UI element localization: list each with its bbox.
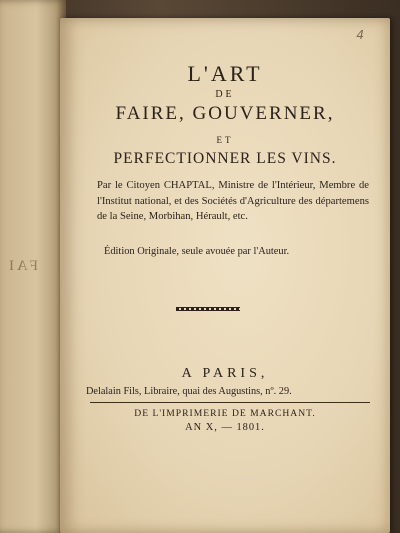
title-et: ET <box>216 135 234 145</box>
title-de: DE <box>215 89 235 100</box>
title-line-1: L'ART <box>187 61 263 86</box>
edition-note: Édition Originale, seule avouée par l'Auteur. <box>104 246 290 257</box>
title-line-3: PERFECTIONNER LES VINS. <box>113 150 337 167</box>
city: A PARIS, <box>181 366 269 381</box>
bleed-through-text: FAI <box>5 258 39 274</box>
page-number: 4 <box>356 28 364 42</box>
publisher-line: Delalain Fils, Libraire, quai des Augustins, nº. 29. <box>86 386 292 397</box>
author-block: Par le Citoyen CHAPTAL, Ministre de l'Intérieur, Membre de l'Institut national, et des Sociétés d'Agriculture des départemens de la Seine, Morbihan, Hérault, etc. <box>97 180 369 223</box>
title-page <box>60 18 390 533</box>
ornament-divider <box>176 307 240 313</box>
title-line-2: FAIRE, GOUVERNER, <box>115 103 335 124</box>
printer-line: DE L'IMPRIMERIE DE MARCHANT. <box>134 408 316 419</box>
divider-rule <box>90 402 370 403</box>
left-page <box>0 0 66 533</box>
date-line: AN X, — 1801. <box>185 422 265 433</box>
